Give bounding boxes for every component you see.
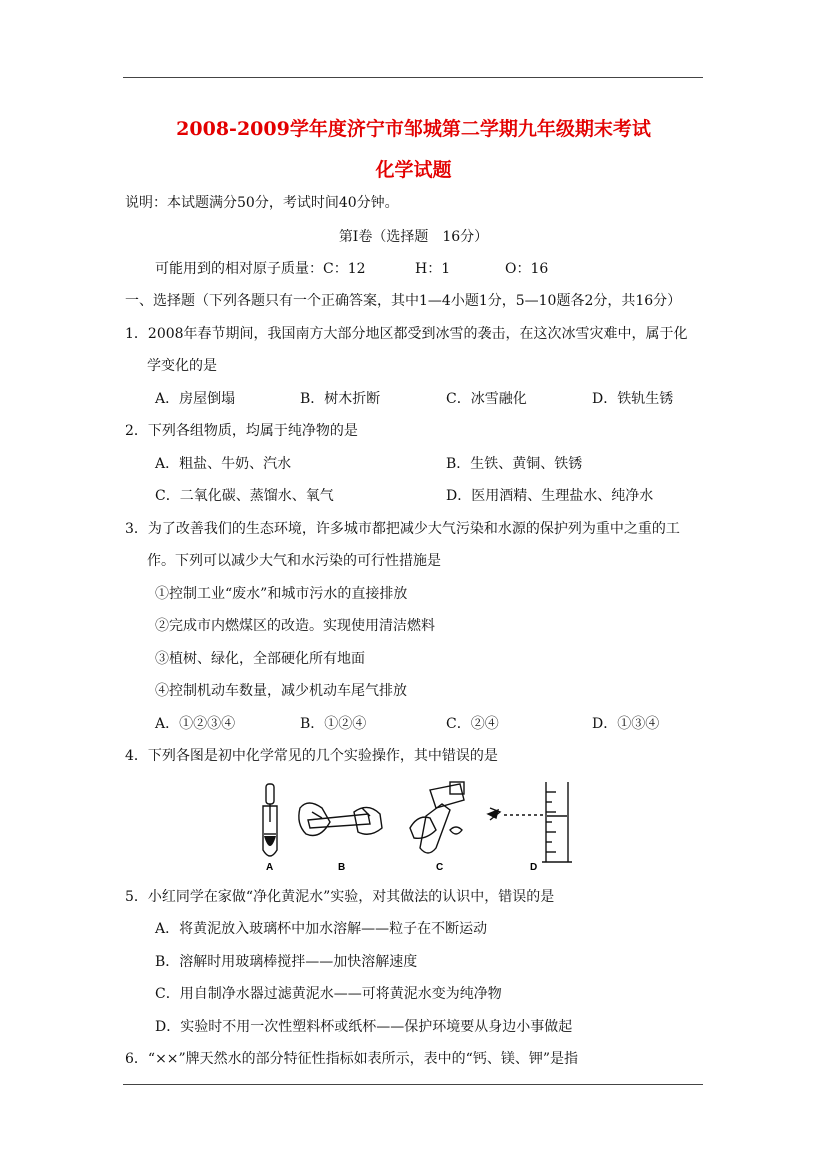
q1-stem-line1: 1．2008年春节期间，我国南方大部分地区都受到冰雪的袭击，在这次冰雪灾难中，属于化 — [125, 326, 688, 342]
figure-label-a: A — [266, 862, 274, 873]
q3-option-a: A．①②③④ — [155, 716, 236, 732]
q2-option-a: A．粗盐、牛奶、汽水 — [155, 456, 292, 472]
part-heading: 一、选择题（下列各题只有一个正确答案，其中1—4小题1分，5—10题各2分，共16分） — [125, 293, 682, 309]
q4-experiment-figure — [250, 778, 580, 874]
q1-option-a: A．房屋倒塌 — [155, 391, 236, 407]
q1-option-b: B．树木折断 — [300, 391, 381, 407]
q4-stem: 4．下列各图是初中化学常见的几个实验操作，其中错误的是 — [125, 748, 498, 764]
q5-option-a: A．将黄泥放入玻璃杯中加水溶解——粒子在不断运动 — [155, 921, 488, 937]
q3-option-d: D．①③④ — [592, 716, 660, 732]
top-rule — [123, 77, 703, 78]
atomic-mass-label: 可能用到的相对原子质量： — [155, 261, 323, 277]
page-title: 2008-2009学年度济宁市邹城第二学期九年级期末考试 — [176, 118, 651, 140]
q1-stem-line2: 学变化的是 — [147, 358, 217, 374]
atomic-mass-c: C：12 — [323, 261, 366, 277]
q3-stem-line2: 作。下列可以减少大气和水污染的可行性措施是 — [147, 553, 441, 569]
bottom-rule — [123, 1084, 703, 1085]
atomic-mass-h: H：1 — [415, 261, 451, 277]
page-subtitle: 化学试题 — [375, 159, 452, 181]
q2-option-c: C．二氧化碳、蒸馏水、氧气 — [155, 488, 334, 504]
q3-option-b: B．①②④ — [300, 716, 367, 732]
exam-note: 说明：本试题满分50分，考试时间40分钟。 — [125, 195, 399, 211]
atomic-mass-o: O：16 — [505, 261, 549, 277]
q1-option-c: C．冰雪融化 — [446, 391, 527, 407]
q5-option-b: B．溶解时用玻璃棒搅拌——加快溶解速度 — [155, 954, 418, 970]
q5-option-c: C．用自制净水器过滤黄泥水——可将黄泥水变为纯净物 — [155, 986, 502, 1002]
figure-label-b: B — [338, 862, 346, 873]
q1-option-d: D．铁轨生锈 — [592, 391, 674, 407]
q6-stem: 6．“××”牌天然水的部分特征性指标如表所示，表中的“钙、镁、钾”是指 — [125, 1051, 578, 1067]
q3-item-3: ③植树、绿化，全部硬化所有地面 — [155, 651, 365, 667]
figure-label-c: C — [436, 862, 444, 873]
q5-stem: 5．小红同学在家做“净化黄泥水”实验，对其做法的认识中，错误的是 — [125, 889, 555, 905]
q3-stem-line1: 3．为了改善我们的生态环境，许多城市都把减少大气污染和水源的保护列为重中之重的工 — [125, 521, 680, 537]
figure-a-test-tube — [263, 784, 277, 856]
q3-item-4: ④控制机动车数量，减少机动车尾气排放 — [155, 683, 407, 699]
q2-stem: 2．下列各组物质，均属于纯净物的是 — [125, 423, 358, 439]
q3-option-c: C．②④ — [446, 716, 499, 732]
figure-d-cylinder — [488, 782, 572, 862]
q3-item-2: ②完成市内燃煤区的改造。实现使用清洁燃料 — [155, 618, 435, 634]
figure-b-hands-tube — [299, 803, 382, 836]
q3-item-1: ①控制工业“废水”和城市污水的直接排放 — [155, 586, 408, 602]
figure-c-pouring — [410, 782, 464, 853]
q5-option-d: D．实验时不用一次性塑料杯或纸杯——保护环境要从身边小事做起 — [155, 1019, 573, 1035]
q2-option-d: D．医用酒精、生理盐水、纯净水 — [446, 488, 654, 504]
section-title: 第Ⅰ卷（选择题 16分） — [338, 229, 489, 245]
q2-option-b: B．生铁、黄铜、铁锈 — [446, 456, 583, 472]
figure-label-d: D — [530, 862, 538, 873]
